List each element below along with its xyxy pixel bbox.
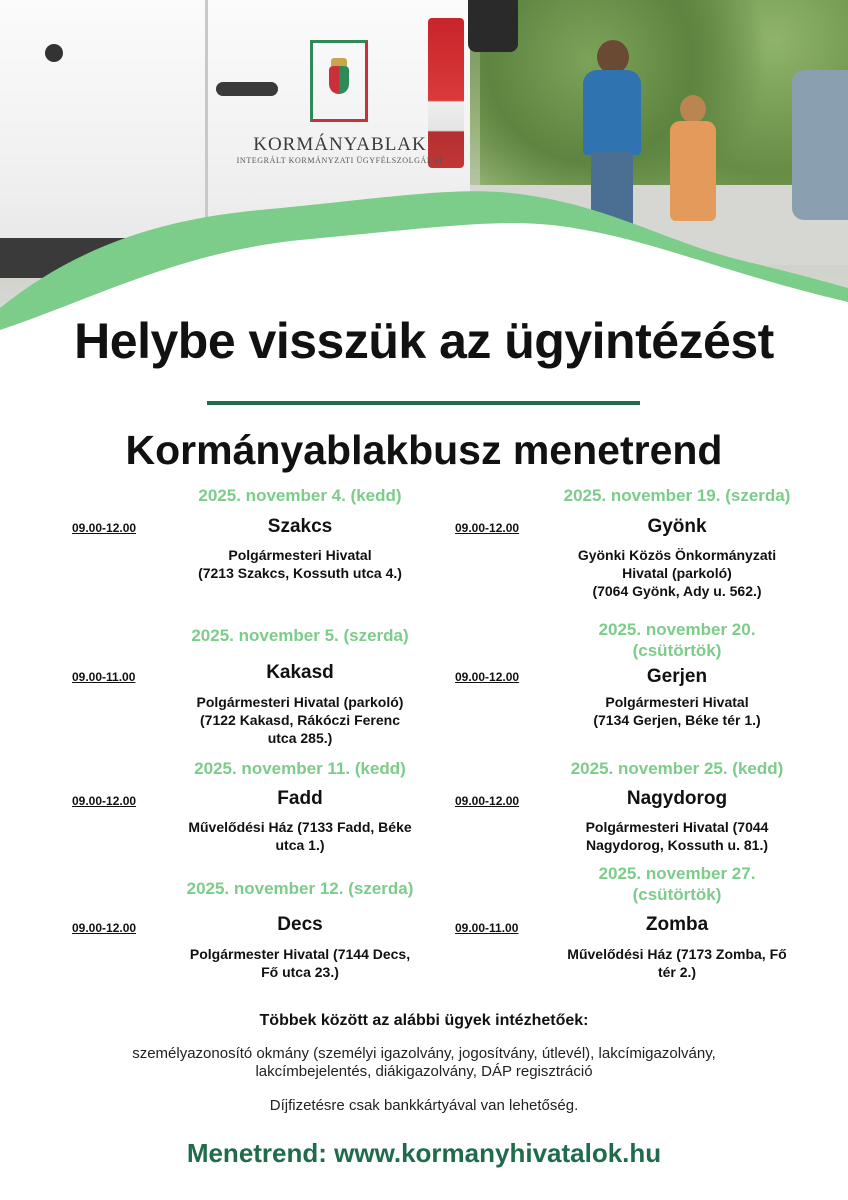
visit-place: Szakcs — [267, 516, 333, 537]
visit-date: 2025. november 5. (szerda) — [191, 626, 409, 645]
visit-date: 2025. november 19. (szerda) — [563, 486, 791, 505]
schedule-title: Kormányablakbusz menetrend — [125, 427, 723, 473]
payment-note: Díjfizetésre csak bankkártyával van lehetőség. — [269, 1097, 579, 1114]
visit-address: Polgármesteri Hivatal (7213 Szakcs, Kossuth utca 4.) — [198, 547, 402, 581]
page-title: Helybe visszük az ügyintézést — [74, 313, 774, 369]
visit-time: 09.00-11.00 — [72, 670, 136, 684]
services-heading: Többek között az alábbi ügyek intézhetőek: — [259, 1012, 589, 1029]
visit-time: 09.00-11.00 — [455, 921, 519, 935]
visit-place: Gerjen — [646, 666, 708, 687]
visit-date: 2025. november 27. (csütörtök) — [598, 864, 756, 904]
visit-address: Gyönki Közös Önkormányzati Hivatal (parkoló) (7064 Gyönk, Ady u. 562.) — [577, 547, 777, 599]
visit-time: 09.00-12.00 — [72, 921, 137, 935]
visit-time: 09.00-12.00 — [455, 794, 520, 808]
visit-place: Kakasd — [266, 662, 334, 683]
visit-address: Polgármesteri Hivatal (parkoló) (7122 Kakasd, Rákóczi Ferenc utca 285.) — [196, 694, 404, 746]
visit-address: Polgármesteri Hivatal (7044 Nagydorog, Kossuth u. 81.) — [585, 819, 769, 853]
logo-title: KORMÁNYABLAK — [253, 134, 427, 155]
visit-time: 09.00-12.00 — [72, 794, 137, 808]
visit-place: Decs — [277, 914, 323, 935]
visit-date: 2025. november 12. (szerda) — [186, 879, 414, 898]
visit-date: 2025. november 11. (kedd) — [194, 759, 406, 778]
visit-time: 09.00-12.00 — [72, 521, 137, 535]
visit-date: 2025. november 20. (csütörtök) — [598, 620, 756, 660]
visit-place: Nagydorog — [626, 788, 728, 809]
visit-address: Polgármester Hivatal (7144 Decs, Fő utca 23.) — [189, 946, 411, 980]
visit-date: 2025. november 25. (kedd) — [570, 759, 784, 778]
visit-time: 09.00-12.00 — [455, 670, 520, 684]
services-list: személyazonosító okmány (személyi igazolvány, jogosítvány, útlevél), lakcímigazolvány, lakcímbejelentés, diákigazolvány, DÁP regisztráció — [132, 1045, 716, 1080]
visit-date: 2025. november 4. (kedd) — [198, 486, 402, 505]
schedule-url: Menetrend: www.kormanyhivatalok.hu — [186, 1138, 662, 1168]
visit-place: Gyönk — [647, 516, 707, 537]
visit-address: Polgármesteri Hivatal (7134 Gerjen, Béke tér 1.) — [593, 694, 761, 728]
visit-place: Fadd — [277, 788, 323, 809]
visit-place: Zomba — [645, 914, 709, 935]
visit-time: 09.00-12.00 — [455, 521, 520, 535]
visit-address: Művelődési Ház (7133 Fadd, Béke utca 1.) — [188, 819, 412, 853]
visit-address: Művelődési Ház (7173 Zomba, Fő tér 2.) — [567, 946, 787, 980]
logo-subtitle: INTEGRÁLT KORMÁNYZATI ÜGYFÉLSZOLGÁLAT — [236, 156, 444, 165]
